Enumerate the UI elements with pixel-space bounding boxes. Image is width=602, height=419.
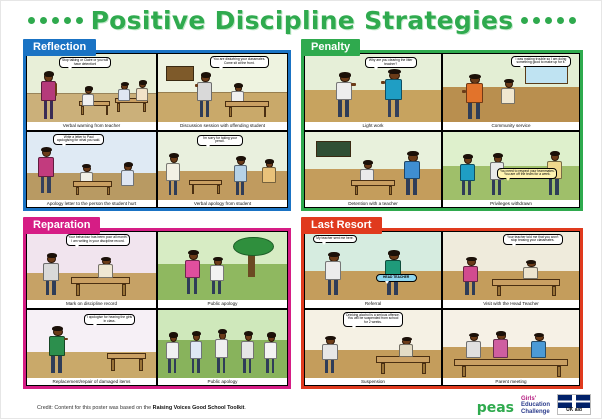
speech-bubble: Drinking alcohol is a serious offence. You will be suspended from school for 2 weeks. [343, 312, 403, 327]
head-teacher-sign: HEAD TEACHER [376, 274, 417, 282]
speech-bubble: Why are you clearing the litter teacher? [365, 57, 417, 68]
girls-education-challenge-logo [521, 396, 550, 415]
gec-line-2: Education [520, 402, 550, 409]
section-reparation-grid [23, 228, 291, 389]
section-last-resort [301, 217, 583, 389]
panel-replacement-repair [26, 309, 157, 387]
speech-bubble: I was making trouble so I am doing something good to make up for it. [511, 56, 571, 67]
credit-prefix: Credit: Content for this poster was based on the [37, 405, 153, 411]
panel-caption: Verbal warning from teacher [27, 122, 156, 129]
panel-caption: Replacement/repair of damaged items [27, 378, 156, 385]
decorative-dot [40, 17, 47, 24]
speech-bubble: I'm sorry for taking your pencil. [197, 135, 243, 146]
section-last-resort-grid [301, 228, 583, 389]
logo-strip [477, 394, 591, 416]
panel-community-service [442, 53, 580, 131]
title-dots-left [28, 17, 83, 24]
speech-bubble: I apologise for hearing the girls in class. [84, 314, 136, 325]
panel-caption: Mark on discipline record [27, 300, 156, 307]
decorative-dot [557, 17, 564, 24]
panel-caption: Visit with the Head Teacher [443, 300, 579, 307]
panel-apology-letter [26, 131, 157, 209]
panel-referral [304, 231, 442, 309]
decorative-dot [52, 17, 59, 24]
decorative-dot [64, 17, 71, 24]
panel-suspension [304, 309, 442, 387]
decorative-dot [545, 17, 552, 24]
panel-public-apology-group [157, 309, 288, 387]
panel-public-apology [157, 231, 288, 309]
panel-caption: Public apology [158, 300, 287, 307]
section-reflection-grid [23, 50, 291, 211]
peas-logo: peas [476, 400, 514, 416]
credit-source: Raising Voices Good School Toolkit [152, 405, 245, 411]
decorative-dot [569, 17, 576, 24]
panel-verbal-warning [26, 53, 157, 131]
panel-head-teacher-visit [442, 231, 580, 309]
ukaid-label [558, 408, 590, 415]
panel-caption: Suspension [305, 378, 441, 385]
page-title: Positive Discipline Strategies [90, 5, 514, 35]
panel-caption: Referral [305, 300, 441, 307]
decorative-dot [76, 17, 83, 24]
gec-line-3: Challenge [520, 408, 550, 415]
ukaid-line-1: UK [566, 407, 574, 413]
ukaid-logo [557, 394, 591, 416]
panel-caption: Detention with a teacher [305, 200, 441, 207]
decorative-dot [521, 17, 528, 24]
speech-bubble: Your teacher told me that you won't stop teasing your classmates. [503, 234, 563, 245]
ukaid-line-2: aid [574, 407, 582, 413]
panel-caption: Verbal apology from student [158, 200, 287, 207]
credit-suffix: . [244, 405, 246, 411]
section-reflection [23, 39, 291, 211]
section-reflection-title: Reflection [23, 39, 96, 56]
section-penalty-grid [301, 50, 583, 211]
panel-caption: Light work [305, 122, 441, 129]
title-dots-right [521, 17, 576, 24]
panel-caption: Discussion session with offending student [158, 122, 287, 129]
panel-caption: Community service [443, 122, 579, 129]
speech-bubble: My teacher sent me here. [313, 235, 357, 243]
speech-bubble: Write a letter to Paul apologising for what you said. [53, 134, 105, 145]
panel-discussion-session [157, 53, 288, 131]
panel-detention [304, 131, 442, 209]
credit-line [37, 405, 246, 411]
panel-light-work [304, 53, 442, 131]
panel-discipline-record [26, 231, 157, 309]
decorative-dot [28, 17, 35, 24]
panel-parent-meeting [442, 309, 580, 387]
panel-caption: Public apology [158, 378, 287, 385]
decorative-dot [533, 17, 540, 24]
speech-bubble: Your behaviour has been poor all month. I am writing in your discipline record. [66, 234, 131, 245]
section-last-resort-title: Last Resort [301, 217, 382, 234]
panel-caption: Apology letter to the person the student hurt [27, 200, 156, 207]
section-penalty-title: Penalty [301, 39, 360, 56]
section-reparation-title: Reparation [23, 217, 100, 234]
union-flag-icon [558, 395, 590, 408]
speech-bubble: Stop talking or Claire or you will have detention! [59, 57, 111, 68]
speech-bubble: You need to respect your teammates. You are off the team for a week. [497, 168, 557, 179]
panel-caption: Privileges withdrawn [443, 200, 579, 207]
section-penalty [301, 39, 583, 211]
panel-front-seat-and-apology [157, 131, 288, 209]
gec-line-1: Girls' [520, 396, 537, 403]
panel-privileges-withdrawn [442, 131, 580, 209]
poster-title-row [1, 3, 602, 37]
panel-caption: Parent meeting [443, 378, 579, 385]
speech-bubble: You are disturbing your classmates. Come sit at the front. [210, 56, 269, 67]
section-reparation [23, 217, 291, 389]
